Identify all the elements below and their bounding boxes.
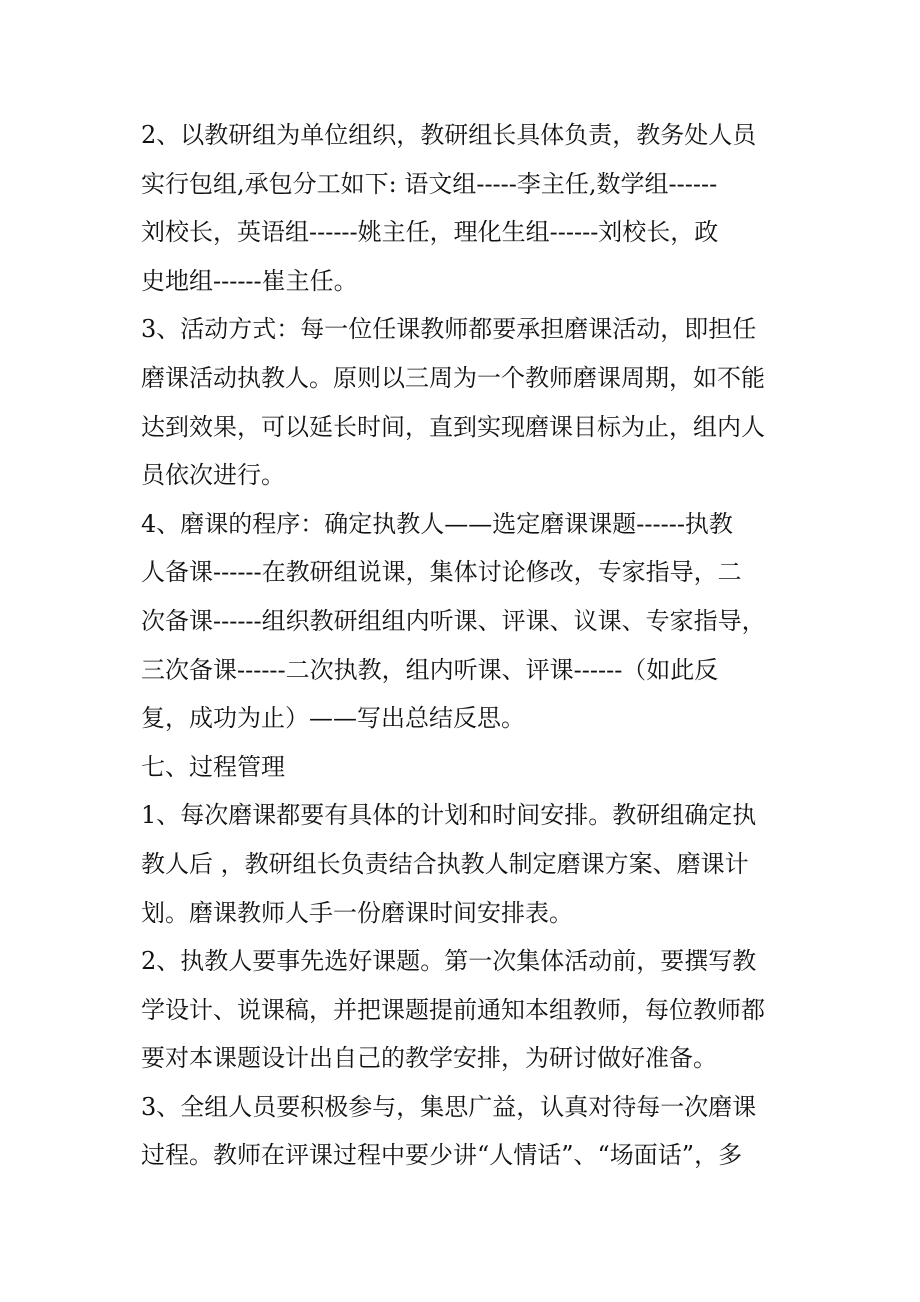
text-line: 要对本课题设计出自己的教学安排，为研讨做好准备。 <box>141 1044 717 1073</box>
text-line: 磨课活动执教人。原则以三周为一个教师磨课周期，如不能 <box>141 363 765 392</box>
text-line: 史地组------崔主任。 <box>141 266 358 295</box>
text-line: 员依次进行。 <box>141 461 285 490</box>
section-heading: 七、过程管理 <box>141 752 285 781</box>
text-line: 三次备课------二次执教，组内听课、评课------（如此反 <box>141 655 719 684</box>
text-line: 实行包组,承包分工如下: 语文组-----李主任,数学组------ <box>141 169 718 198</box>
text-line: 3、全组人员要积极参与，集思广益，认真对待每一次磨课 <box>141 1092 757 1121</box>
text-line: 学设计、说课稿，并把课题提前通知本组教师，每位教师都 <box>141 995 765 1024</box>
text-line: 复，成功为止）——写出总结反思。 <box>141 704 525 733</box>
text-line: 达到效果，可以延长时间，直到实现磨课目标为止，组内人 <box>141 412 765 441</box>
document-body <box>141 111 786 1180</box>
text-line: 4、磨课的程序：确定执教人——选定磨课课题------执教 <box>141 509 733 538</box>
text-line: 人备课------在教研组说课，集体讨论修改，专家指导，二 <box>141 558 742 587</box>
text-line: 3、活动方式：每一位任课教师都要承担磨课活动，即担任 <box>141 315 757 344</box>
text-line: 1、每次磨课都要有具体的计划和时间安排。教研组确定执 <box>141 801 757 830</box>
text-line: 教人后 ，教研组长负责结合执教人制定磨课方案、磨课计 <box>141 849 749 878</box>
text-line: 过程。教师在评课过程中要少讲“人情话”、“场面话”，多 <box>141 1141 743 1170</box>
text-line: 次备课------组织教研组组内听课、评课、议课、专家指导， <box>141 606 766 635</box>
text-line: 2、执教人要事先选好课题。第一次集体活动前，要撰写教 <box>141 947 757 976</box>
text-line: 2、以教研组为单位组织，教研组长具体负责，教务处人员 <box>141 121 757 149</box>
text-line: 刘校长，英语组------姚主任，理化生组------刘校长，政 <box>141 218 719 247</box>
text-line: 划。磨课教师人手一份磨课时间安排表。 <box>141 898 573 927</box>
